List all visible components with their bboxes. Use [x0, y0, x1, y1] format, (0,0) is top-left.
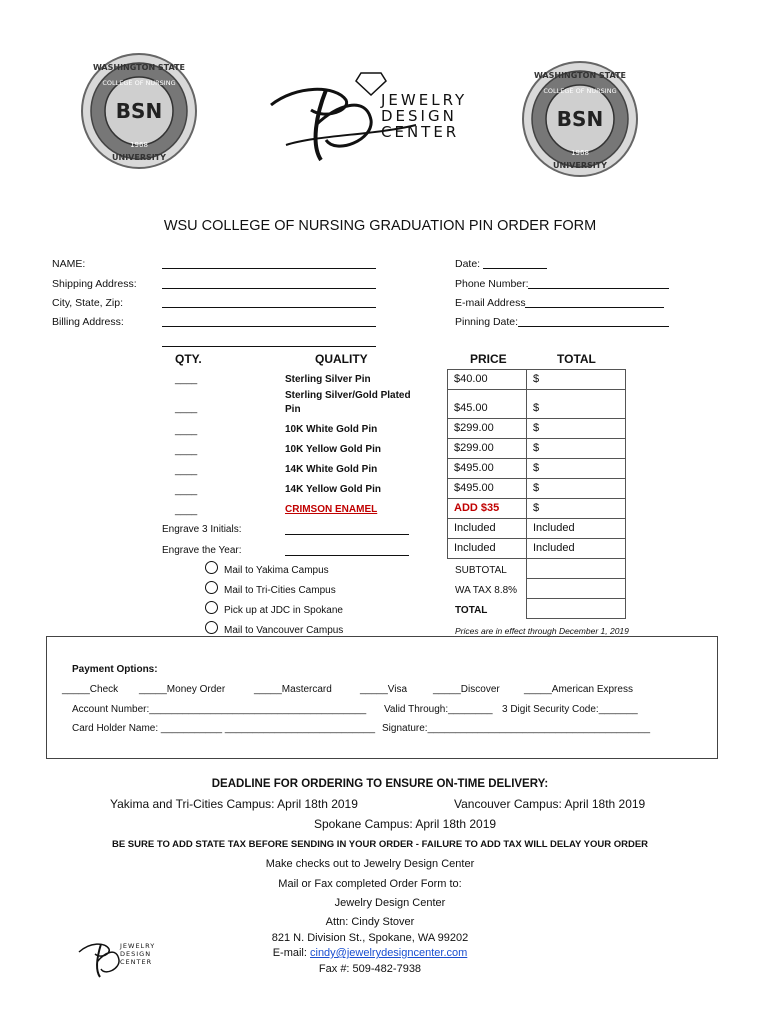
option-spokane-pickup: Pick up at JDC in Spokane	[224, 605, 343, 616]
phone-input[interactable]	[528, 278, 669, 289]
engrave-initials-label: Engrave 3 Initials:	[162, 524, 242, 535]
svg-text:UNIVERSITY: UNIVERSITY	[553, 161, 607, 170]
price-cell-2: $45.00	[447, 389, 527, 419]
radio-spokane-pickup[interactable]	[205, 601, 218, 614]
qty-row-3[interactable]: ____	[175, 425, 198, 436]
company-name: Jewelry Design Center	[334, 897, 446, 909]
footer-logo-line3: CENTER	[120, 958, 153, 966]
deadline-title: DEADLINE FOR ORDERING TO ENSURE ON-TIME DELIVERY:	[211, 778, 549, 790]
deadline-vancouver: Vancouver Campus: April 18th 2019	[454, 797, 646, 811]
payment-discover[interactable]: _____Discover	[433, 684, 500, 695]
price-cell-5: $495.00	[447, 458, 527, 479]
phone-label: Phone Number:	[455, 278, 529, 290]
email-input[interactable]	[525, 297, 664, 308]
total-header: TOTAL	[557, 352, 596, 366]
svg-text:BSN: BSN	[115, 99, 163, 123]
option-yakima: Mail to Yakima Campus	[224, 565, 329, 576]
quality-row-5: 14K White Gold Pin	[285, 464, 378, 475]
price-cell-1: $40.00	[447, 369, 527, 390]
logo-line1: JEWELRY	[381, 91, 468, 109]
qty-row-6[interactable]: ____	[175, 485, 198, 496]
quality-row-1: Sterling Silver Pin	[285, 374, 371, 385]
footer-logo	[75, 932, 165, 982]
engrave-initials-input[interactable]	[285, 524, 409, 535]
pinning-input[interactable]	[518, 316, 669, 327]
svg-text:1968: 1968	[130, 141, 148, 149]
prices-note: Prices are in effect through December 1, 2019	[455, 626, 629, 636]
qty-row-7[interactable]: ____	[175, 505, 198, 516]
total-label: TOTAL	[455, 605, 488, 616]
engrave-year-label: Engrave the Year:	[162, 545, 242, 556]
logo-line3: CENTER	[381, 123, 460, 141]
name-input[interactable]	[162, 258, 376, 269]
price-cell-initials: Included	[447, 518, 527, 539]
total-cell[interactable]	[526, 598, 626, 619]
svg-text:COLLEGE OF NURSING: COLLEGE OF NURSING	[102, 79, 176, 87]
radio-yakima[interactable]	[205, 561, 218, 574]
wsu-nursing-seal-left	[80, 52, 198, 170]
address-line: 821 N. Division St., Spokane, WA 99202	[271, 932, 469, 944]
billing-input-2[interactable]	[162, 336, 376, 347]
payment-visa[interactable]: _____Visa	[360, 684, 408, 695]
payment-money-order[interactable]: _____Money Order	[139, 684, 226, 695]
jewelry-design-center-logo	[256, 65, 491, 170]
total-cell-5[interactable]: $	[526, 458, 626, 479]
billing-input[interactable]	[162, 316, 376, 327]
tax-cell[interactable]	[526, 578, 626, 599]
total-cell-1[interactable]: $	[526, 369, 626, 390]
svg-text:WASHINGTON STATE: WASHINGTON STATE	[533, 71, 627, 80]
total-cell-initials: Included	[526, 518, 626, 539]
billing-label: Billing Address:	[52, 316, 124, 328]
qty-row-1[interactable]: ____	[175, 374, 198, 385]
checks-payable: Make checks out to Jewelry Design Center	[265, 858, 475, 870]
pinning-label: Pinning Date:	[455, 316, 519, 328]
qty-header: QTY.	[175, 352, 202, 366]
deadline-spokane: Spokane Campus: April 18th 2019	[313, 817, 497, 831]
radio-vancouver[interactable]	[205, 621, 218, 634]
signature-field[interactable]: Signature:________________________________________	[382, 723, 651, 734]
card-holder-field[interactable]: Card Holder Name: ___________ ___________________________	[72, 723, 376, 734]
date-label: Date:	[455, 258, 481, 270]
price-cell-3: $299.00	[447, 418, 527, 439]
svg-text:1968: 1968	[571, 149, 589, 157]
payment-check[interactable]: _____Check	[62, 684, 119, 695]
svg-text:BSN: BSN	[556, 107, 604, 131]
email-label-text: E-mail:	[272, 947, 307, 959]
shipping-label: Shipping Address:	[52, 278, 137, 290]
wsu-nursing-seal-right	[521, 60, 639, 178]
quality-row-7: CRIMSON ENAMEL	[285, 504, 378, 515]
city-label: City, State, Zip:	[52, 297, 123, 309]
form-title: WSU COLLEGE OF NURSING GRADUATION PIN ORDER FORM	[163, 218, 597, 234]
quality-row-6: 14K Yellow Gold Pin	[285, 484, 381, 495]
svg-text:WASHINGTON STATE: WASHINGTON STATE	[92, 63, 186, 72]
svg-text:UNIVERSITY: UNIVERSITY	[112, 153, 166, 162]
deadline-yakima: Yakima and Tri-Cities Campus: April 18th 2019	[110, 797, 358, 811]
name-label: NAME:	[52, 258, 86, 270]
payment-box	[46, 636, 718, 759]
qty-row-5[interactable]: ____	[175, 465, 198, 476]
radio-tricities[interactable]	[205, 581, 218, 594]
subtotal-label: SUBTOTAL	[455, 565, 507, 576]
option-vancouver: Mail to Vancouver Campus	[224, 625, 344, 636]
total-cell-7[interactable]: $	[526, 498, 626, 519]
total-cell-6[interactable]: $	[526, 478, 626, 499]
engrave-year-input[interactable]	[285, 545, 409, 556]
option-tricities: Mail to Tri-Cities Campus	[224, 585, 336, 596]
footer-logo-line2: DESIGN	[120, 950, 152, 958]
total-cell-4[interactable]: $	[526, 438, 626, 459]
quality-row-4: 10K Yellow Gold Pin	[285, 444, 381, 455]
city-input[interactable]	[162, 297, 376, 308]
quality-row-2: Sterling Silver/Gold Plated Pin	[285, 390, 411, 415]
price-header: PRICE	[470, 352, 507, 366]
date-input[interactable]	[483, 258, 547, 269]
total-cell-2[interactable]: $	[526, 389, 626, 419]
total-cell-year: Included	[526, 538, 626, 559]
security-code-field[interactable]: 3 Digit Security Code:_______	[502, 704, 638, 715]
email-label: E-mail Address	[455, 297, 526, 309]
tax-label: WA TAX 8.8%	[455, 585, 518, 596]
payment-amex[interactable]: _____American Express	[524, 684, 633, 695]
qty-row-2[interactable]: ____	[175, 403, 198, 414]
subtotal-cell[interactable]	[526, 558, 626, 579]
price-cell-6: $495.00	[447, 478, 527, 499]
total-cell-3[interactable]: $	[526, 418, 626, 439]
fax-line: Fax #: 509-482-7938	[318, 963, 422, 975]
payment-title: Payment Options:	[72, 664, 158, 675]
mail-fax-instruction: Mail or Fax completed Order Form to:	[278, 878, 462, 890]
payment-mastercard[interactable]: _____Mastercard	[254, 684, 332, 695]
quality-header: QUALITY	[315, 352, 368, 366]
price-cell-year: Included	[447, 538, 527, 559]
svg-text:COLLEGE OF NURSING: COLLEGE OF NURSING	[543, 87, 617, 95]
email-link[interactable]: cindy@jewelrydesigncenter.com	[310, 947, 468, 959]
shipping-input[interactable]	[162, 278, 376, 289]
footer-logo-line1: JEWELRY	[120, 942, 156, 950]
quality-row-3: 10K White Gold Pin	[285, 424, 378, 435]
qty-row-4[interactable]: ____	[175, 445, 198, 456]
account-number-field[interactable]: Account Number:_______________________________________	[72, 704, 367, 715]
logo-line2: DESIGN	[381, 107, 457, 125]
valid-through-field[interactable]: Valid Through:________	[384, 704, 493, 715]
price-cell-4: $299.00	[447, 438, 527, 459]
attn-line: Attn: Cindy Stover	[325, 916, 415, 928]
tax-warning: BE SURE TO ADD STATE TAX BEFORE SENDING IN YOUR ORDER - FAILURE TO ADD TAX WILL DELAY YOUR ORDER	[111, 839, 649, 850]
price-cell-7: ADD $35	[447, 498, 527, 519]
